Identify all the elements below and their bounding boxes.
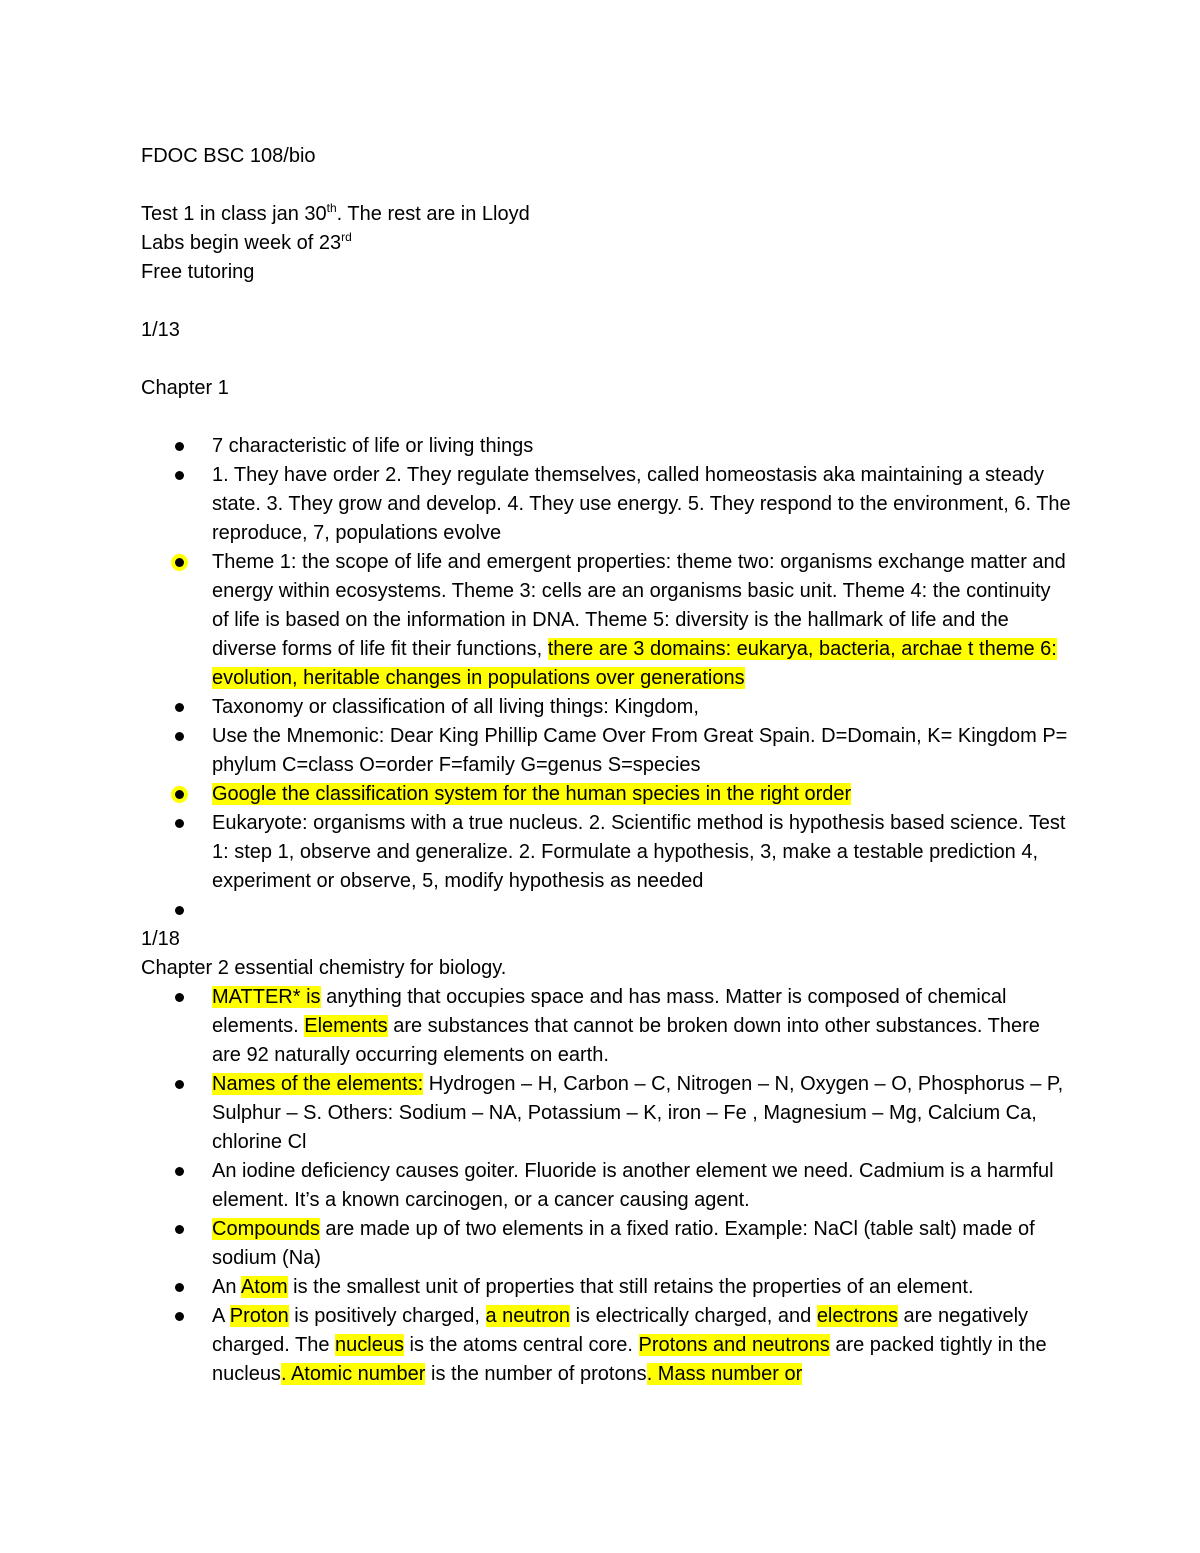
list-item-text: Use the Mnemonic: Dear King Phillip Came Over From Great Spain. D=Domain, K= Kingdom P= phylum C=class O=order F=family G=genus S=species bbox=[212, 725, 1068, 776]
list-item-text bbox=[212, 1070, 1071, 1157]
highlighted-text: electrons bbox=[816, 1305, 898, 1327]
bullet-icon bbox=[175, 1312, 184, 1321]
blank-line bbox=[141, 403, 1071, 432]
list-item-text: An iodine deficiency causes goiter. Fluoride is another element we need. Cadmium is a harmful element. It’s a known carcinogen, or a cancer causing agent. bbox=[212, 1160, 1054, 1211]
list-item-text bbox=[212, 1215, 1071, 1273]
bullet-icon bbox=[175, 1167, 184, 1176]
proton-prefix: A bbox=[212, 1305, 230, 1327]
highlighted-text: Atom bbox=[240, 1276, 288, 1298]
atom-prefix: An bbox=[212, 1276, 241, 1298]
list-item bbox=[141, 548, 1071, 693]
labs-text: Labs begin week of 23 bbox=[141, 232, 342, 254]
highlighted-text: MATTER* is bbox=[212, 986, 321, 1008]
bullet-icon bbox=[175, 819, 184, 828]
highlighted-text: Names of the elements: bbox=[212, 1073, 424, 1095]
bullet-icon bbox=[175, 1080, 184, 1089]
list-item-text: Eukaryote: organisms with a true nucleus. 2. Scientific method is hypothesis based science. Test 1: step 1, observe and generalize. 2. Formulate a hypothesis, 3, make a testable prediction 4, experiment or observe, 5, modify hypothesis as needed bbox=[212, 812, 1066, 892]
highlighted-text: a neutron bbox=[485, 1305, 571, 1327]
list-item-text bbox=[212, 896, 1071, 925]
chapter-2-bullet-list bbox=[141, 983, 1071, 1389]
document-body bbox=[141, 142, 1071, 1389]
tutoring-line: Free tutoring bbox=[141, 261, 255, 283]
list-item bbox=[141, 1070, 1071, 1157]
bullet-icon bbox=[175, 790, 184, 799]
list-item-text bbox=[212, 1302, 1071, 1389]
nucleus-text: is the atoms central core. bbox=[403, 1334, 639, 1356]
bullet-icon bbox=[175, 732, 184, 741]
list-item-text: 1. They have order 2. They regulate themselves, called homeostasis aka maintaining a steady state. 3. They grow and develop. 4. They use energy. 5. They respond to the environment, 6. The reproduce, 7, populations evolve bbox=[212, 464, 1071, 544]
date-heading-1: 1/13 bbox=[141, 319, 180, 341]
highlighted-text: Protons and neutrons bbox=[638, 1334, 830, 1356]
bullet-icon bbox=[175, 1283, 184, 1292]
test-info-sup: th bbox=[326, 201, 337, 215]
list-item bbox=[141, 461, 1071, 548]
list-item bbox=[141, 722, 1071, 780]
highlighted-text: nucleus bbox=[335, 1334, 404, 1356]
list-item bbox=[141, 809, 1071, 896]
list-item-text bbox=[212, 983, 1071, 1070]
compounds-text: are made up of two elements in a fixed ratio. Example: NaCl (table salt) made of sodium (Na) bbox=[212, 1218, 1035, 1269]
neutron-text: is electrically charged, and bbox=[570, 1305, 817, 1327]
element-names-text: Hydrogen – H, Carbon – C, Nitrogen – N, Oxygen – O, Phosphorus – P, Sulphur – S. Others: Sodium – NA, Potassium – K, iron – Fe , Magnesium – Mg, Calcium Ca, chlorine Cl bbox=[212, 1073, 1064, 1153]
bullet-icon bbox=[175, 1225, 184, 1234]
matter-text: anything that occupies space and has mass. Matter is composed of chemical elements. bbox=[212, 986, 1007, 1037]
bullet-icon bbox=[175, 993, 184, 1002]
electron-text: are negatively charged. The bbox=[212, 1305, 1029, 1356]
list-item-text: Taxonomy or classification of all living things: Kingdom, bbox=[212, 696, 699, 718]
list-item-text bbox=[212, 548, 1071, 693]
highlighted-text: Google the classification system for the human species in the right order bbox=[212, 783, 852, 805]
list-item-empty bbox=[141, 896, 1071, 925]
blank-line bbox=[141, 171, 1071, 200]
themes-text: Theme 1: the scope of life and emergent properties: theme two: organisms exchange matter and energy within ecosystems. Theme 3: cells are an organisms basic unit. Theme 4: the continuity of life is based on the information in DNA. Theme 5: diversity is the hallmark of life and the diverse forms of life fit their functions, bbox=[212, 551, 1066, 660]
bullet-icon bbox=[175, 471, 184, 480]
list-item bbox=[141, 1273, 1071, 1302]
list-item-text: 7 characteristic of life or living things bbox=[212, 435, 534, 457]
chapter-2-heading: Chapter 2 essential chemistry for biology. bbox=[141, 957, 507, 979]
list-item-text bbox=[212, 1273, 1071, 1302]
bullet-icon bbox=[175, 442, 184, 451]
highlighted-text: there are 3 domains: eukarya, bacteria, archae t theme 6: evolution, heritable changes in populations over generations bbox=[212, 638, 1057, 689]
highlighted-text: Elements bbox=[304, 1015, 388, 1037]
atomic-number-text: is the number of protons bbox=[425, 1363, 647, 1385]
bullet-icon bbox=[175, 703, 184, 712]
elements-text: are substances that cannot be broken down into other substances. There are 92 naturally occurring elements on earth. bbox=[212, 1015, 1040, 1066]
test-info-rest: . The rest are in Lloyd bbox=[336, 203, 530, 225]
list-item bbox=[141, 1302, 1071, 1389]
list-item bbox=[141, 693, 1071, 722]
atom-text: is the smallest unit of properties that still retains the properties of an element. bbox=[287, 1276, 974, 1298]
date-heading-2: 1/18 bbox=[141, 928, 180, 950]
list-item bbox=[141, 780, 1071, 809]
list-item bbox=[141, 983, 1071, 1070]
bullet-icon bbox=[175, 558, 184, 567]
packed-text: are packed tightly in the nucleus bbox=[212, 1334, 1047, 1385]
list-item bbox=[141, 1215, 1071, 1273]
highlighted-text: . Mass number or bbox=[646, 1363, 803, 1385]
highlighted-text: Proton bbox=[229, 1305, 289, 1327]
blank-line bbox=[141, 345, 1071, 374]
test-info-text: Test 1 in class jan 30 bbox=[141, 203, 327, 225]
list-item bbox=[141, 432, 1071, 461]
test-info-line bbox=[141, 200, 1071, 229]
blank-line bbox=[141, 287, 1071, 316]
chapter-1-heading: Chapter 1 bbox=[141, 377, 229, 399]
labs-sup: rd bbox=[341, 230, 352, 244]
doc-title: FDOC BSC 108/bio bbox=[141, 145, 316, 167]
list-item-text bbox=[212, 780, 1071, 809]
bullet-icon bbox=[175, 906, 184, 915]
proton-text: is positively charged, bbox=[288, 1305, 486, 1327]
list-item bbox=[141, 1157, 1071, 1215]
highlighted-text: Compounds bbox=[212, 1218, 320, 1240]
highlighted-text: . Atomic number bbox=[280, 1363, 426, 1385]
labs-line bbox=[141, 229, 1071, 258]
chapter-1-bullet-list bbox=[141, 432, 1071, 925]
